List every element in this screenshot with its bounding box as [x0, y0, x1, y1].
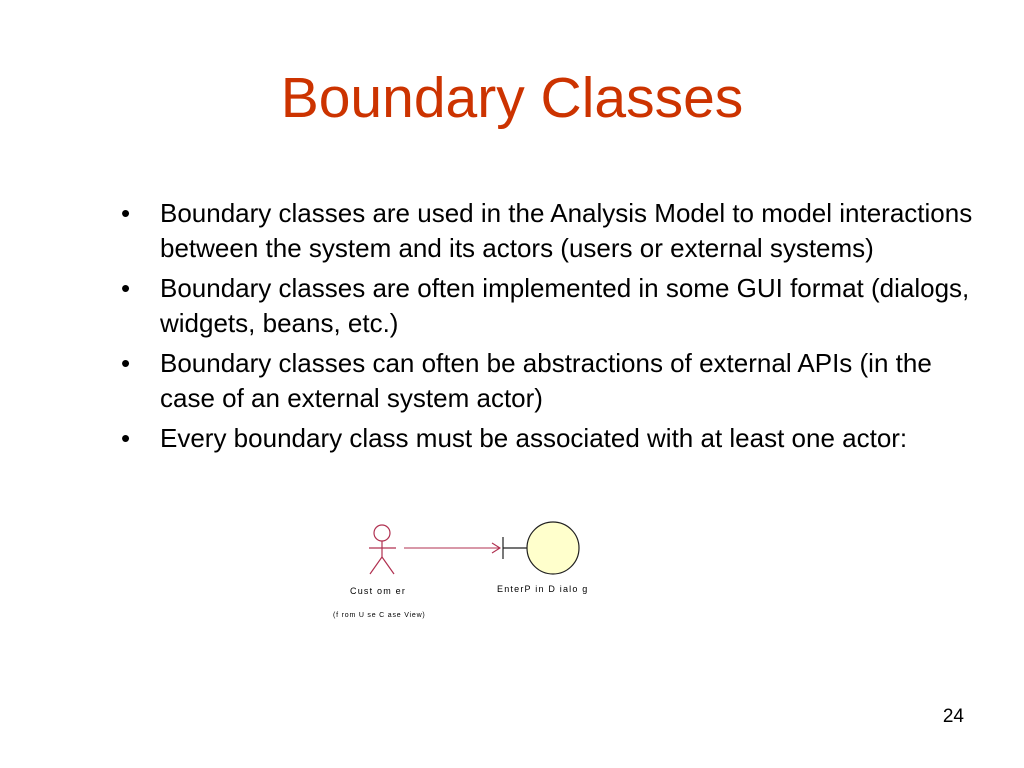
page-number: 24 [942, 706, 964, 727]
association-arrow [404, 543, 500, 553]
bullet-text: Boundary classes can often be abstractions of external APIs (in the case of an external system actor) [160, 348, 932, 413]
bullet-marker: • [121, 198, 131, 228]
slide-title: Boundary Classes [280, 66, 744, 130]
bullet-text: Boundary classes are used in the Analysis Model to model interactions between the system and its actors (users or external systems) [160, 198, 973, 263]
boundary-class-icon [503, 522, 579, 574]
bullet-item [118, 196, 988, 266]
bullet-list [118, 196, 988, 461]
bullet-text: Boundary classes are often implemented in some GUI format (dialogs, widgets, beans, etc.) [160, 273, 970, 338]
actor-name-label: Cust om er [350, 586, 407, 596]
actor-source-label: (f rom U se C ase View) [333, 612, 426, 619]
bullet-marker: • [121, 273, 131, 303]
stick-figure-actor-icon [369, 525, 396, 574]
bullet-item [118, 346, 988, 416]
bullet-marker: • [121, 348, 131, 378]
bullet-item [118, 421, 988, 456]
uml-association-diagram [320, 512, 620, 632]
bullet-marker: • [121, 423, 131, 453]
boundary-name-label: EnterP in D ialo g [497, 584, 589, 594]
bullet-item [118, 271, 988, 341]
bullet-text: Every boundary class must be associated with at least one actor: [160, 423, 908, 453]
